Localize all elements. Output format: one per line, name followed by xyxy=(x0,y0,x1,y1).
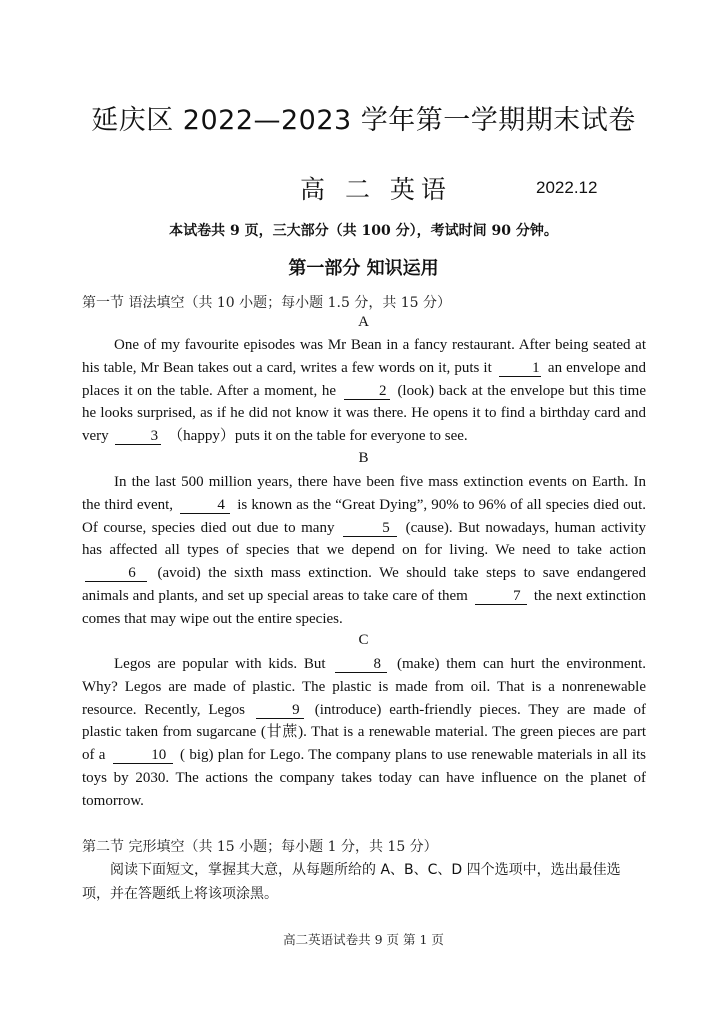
passage-b-letter: B xyxy=(358,450,369,466)
passage-c xyxy=(82,653,646,813)
passage-text: (cause). But nowadays, human activity has affected all types of species that we depend on for living. We need to take action xyxy=(82,519,647,559)
blank-3: 3 xyxy=(115,429,161,445)
instructions-text: 阅读下面短文，掌握其大意，从每题所给的 A、B、C、D 四个选项中，选出最佳选项，并在答题纸上将该项涂黑。 xyxy=(82,862,621,902)
exam-info: 本试卷共 9 页，三大部分（共 100 分），考试时间 90 分钟。 xyxy=(169,223,558,239)
passage-b xyxy=(82,471,646,631)
blank-4: 4 xyxy=(180,498,230,514)
exam-subtitle: 高 二 英语 xyxy=(300,175,452,204)
blank-8: 8 xyxy=(335,657,387,673)
passage-text: an envelope and places it on the table. After a moment, he xyxy=(82,359,647,399)
passage-a-letter: A xyxy=(358,314,369,330)
blank-2: 2 xyxy=(344,384,390,400)
blank-1: 1 xyxy=(499,361,541,377)
exam-date: 2022.12 xyxy=(536,178,598,197)
passage-text: (avoid) the sixth mass extinction. We should take steps to save endangered animals and plants, and set up special areas to take care of them xyxy=(82,565,647,604)
part1-heading: 第一部分 知识运用 xyxy=(288,258,439,279)
passage-text: (make) them can hurt the environment. Why? Legos are made of plastic. The plastic is made from oil. That is a nonrenewable resource. Recently, Legos xyxy=(82,656,646,718)
page-footer: 高二英语试卷共 9 页 第 1 页 xyxy=(283,932,444,947)
passage-text: the next extinction comes that may wipe out the entire species. xyxy=(82,587,647,627)
blank-10: 10 xyxy=(113,748,173,764)
section1-heading: 第一节 语法填空（共 10 小题；每小题 1.5 分，共 15 分） xyxy=(82,295,452,311)
passage-text: （happy）puts it on the table for everyone to see. xyxy=(168,428,468,445)
blank-7: 7 xyxy=(475,589,527,605)
passage-a xyxy=(82,334,646,448)
passage-text: One of my favourite episodes was Mr Bean in a fancy restaurant. After being seated at his table, Mr Bean takes out a card, writes a few words on it, puts it xyxy=(82,337,646,376)
exam-title: 延庆区 2022—2023 学年第一学期期末试卷 xyxy=(91,105,636,136)
passage-text: is known as the “Great Dying”, 90% to 96% of all species died out. Of course, species died out due to many xyxy=(82,496,647,536)
passage-text: (look) back at the envelope but this time he looks surprised, as if he did not know it was there. He opens it to find a birthday card and very xyxy=(82,382,646,445)
passage-text: Legos are popular with kids. But xyxy=(114,656,326,672)
blank-6: 6 xyxy=(85,566,147,582)
section2-instructions xyxy=(82,858,648,906)
passage-text: ( big) plan for Lego. The company plans to use renewable materials in all its toys by 2030. The actions the company takes today can have influence on the planet of tomorrow. xyxy=(82,747,646,809)
section2-heading: 第二节 完形填空（共 15 小题；每小题 1 分，共 15 分） xyxy=(82,839,438,855)
passage-text: (introduce) earth-friendly pieces. They are made of plastic taken from sugarcane (甘蔗). That is a renewable material. The green pieces are part of a xyxy=(82,701,647,764)
passage-text: In the last 500 million years, there have been five mass extinction events on Earth. In the third event, xyxy=(82,474,646,513)
blank-9: 9 xyxy=(256,703,304,719)
passage-c-letter: C xyxy=(358,632,369,648)
blank-5: 5 xyxy=(343,521,397,537)
